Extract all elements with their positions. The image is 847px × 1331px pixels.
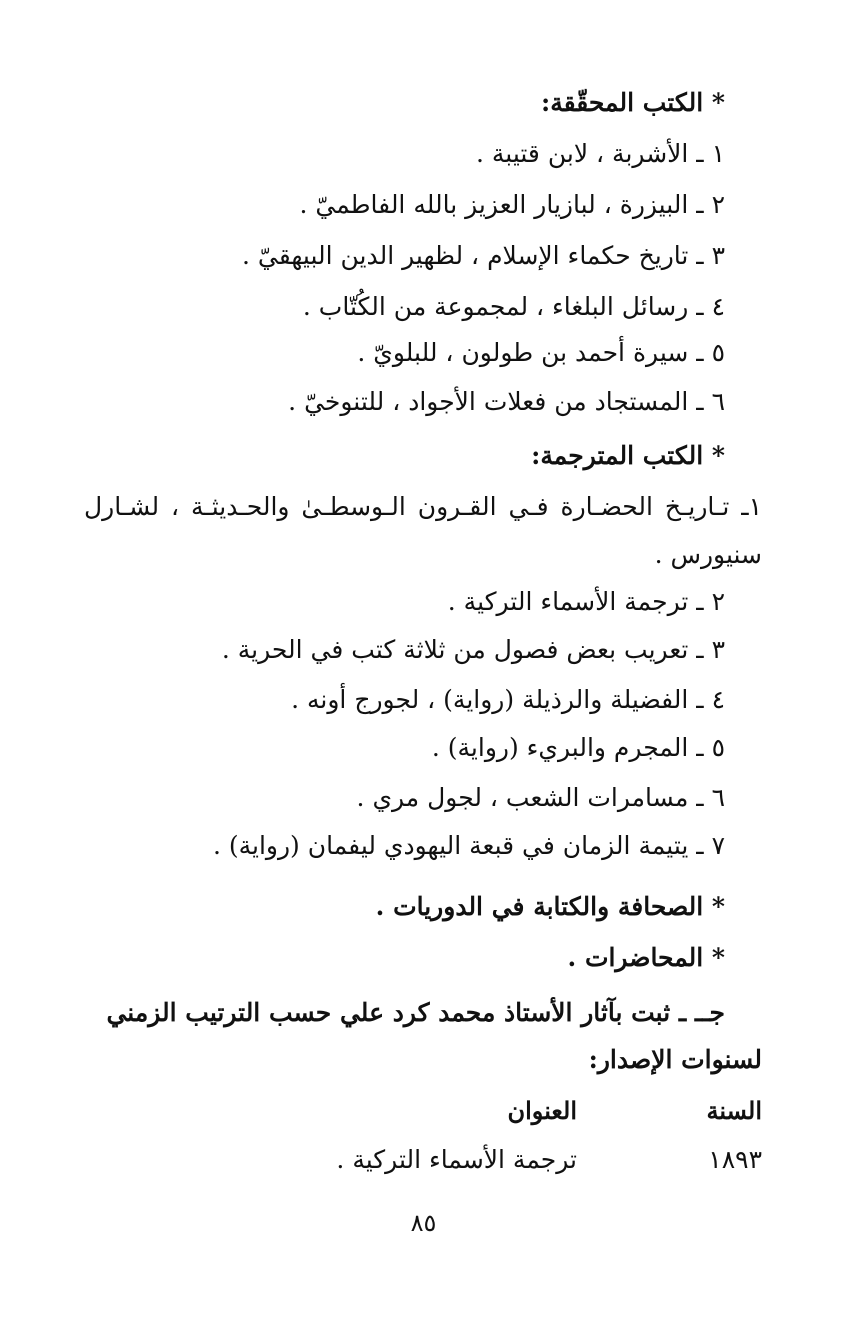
translated-book-item-6: ٦ ـ مسامرات الشعب ، لجول مري . bbox=[356, 783, 725, 812]
translated-book-item-1-line-1: ١ـ تـاريـخ الحضـارة فـي القـرون الـوسطـىٰ والحـديثـة ، لشـارل bbox=[84, 492, 762, 521]
column-header-year: السنة bbox=[706, 1096, 762, 1125]
lectures-heading: * المحاضرات . bbox=[567, 943, 725, 972]
translated-book-item-5: ٥ ـ المجرم والبريء (رواية) . bbox=[431, 733, 725, 762]
translated-book-item-1-line-2: سنيورس . bbox=[654, 540, 762, 569]
chronology-heading-line-2: لسنوات الإصدار: bbox=[588, 1045, 762, 1074]
edited-book-item-4: ٤ ـ رسائل البلغاء ، لمجموعة من الكُتّاب . bbox=[302, 292, 725, 321]
translated-book-item-4: ٤ ـ الفضيلة والرذيلة (رواية) ، لجورج أونه . bbox=[291, 685, 725, 714]
edited-book-item-3: ٣ ـ تاريخ حكماء الإسلام ، لظهير الدين البيهقيّ . bbox=[242, 241, 725, 270]
translated-book-item-3: ٣ ـ تعريب بعض فصول من ثلاثة كتب في الحرية . bbox=[221, 635, 725, 664]
journalism-heading: * الصحافة والكتابة في الدوريات . bbox=[375, 892, 725, 921]
edited-book-item-2: ٢ ـ البيزرة ، لبازيار العزيز بالله الفاطميّ . bbox=[299, 190, 725, 219]
translated-book-item-2: ٢ ـ ترجمة الأسماء التركية . bbox=[447, 587, 725, 616]
page-number: ٨٥ bbox=[410, 1209, 437, 1237]
edited-books-heading: * الكتب المحقّقة: bbox=[540, 88, 725, 117]
column-header-title: العنوان bbox=[507, 1096, 577, 1125]
translated-book-item-7: ٧ ـ يتيمة الزمان في قبعة اليهودي ليفمان (رواية) . bbox=[212, 831, 725, 860]
translated-books-heading: * الكتب المترجمة: bbox=[531, 441, 725, 470]
edited-book-item-6: ٦ ـ المستجاد من فعلات الأجواد ، للتنوخيّ . bbox=[288, 387, 725, 416]
edited-book-item-5: ٥ ـ سيرة أحمد بن طولون ، للبلويّ . bbox=[357, 338, 725, 367]
chronology-row-year: ١٨٩٣ bbox=[708, 1145, 762, 1174]
chronology-row-title: ترجمة الأسماء التركية . bbox=[336, 1145, 577, 1174]
chronology-heading-line-1: جــ ـ ثبت بآثار الأستاذ محمد كرد علي حسب الترتيب الزمني bbox=[106, 998, 725, 1027]
edited-book-item-1: ١ ـ الأشربة ، لابن قتيبة . bbox=[476, 139, 725, 168]
